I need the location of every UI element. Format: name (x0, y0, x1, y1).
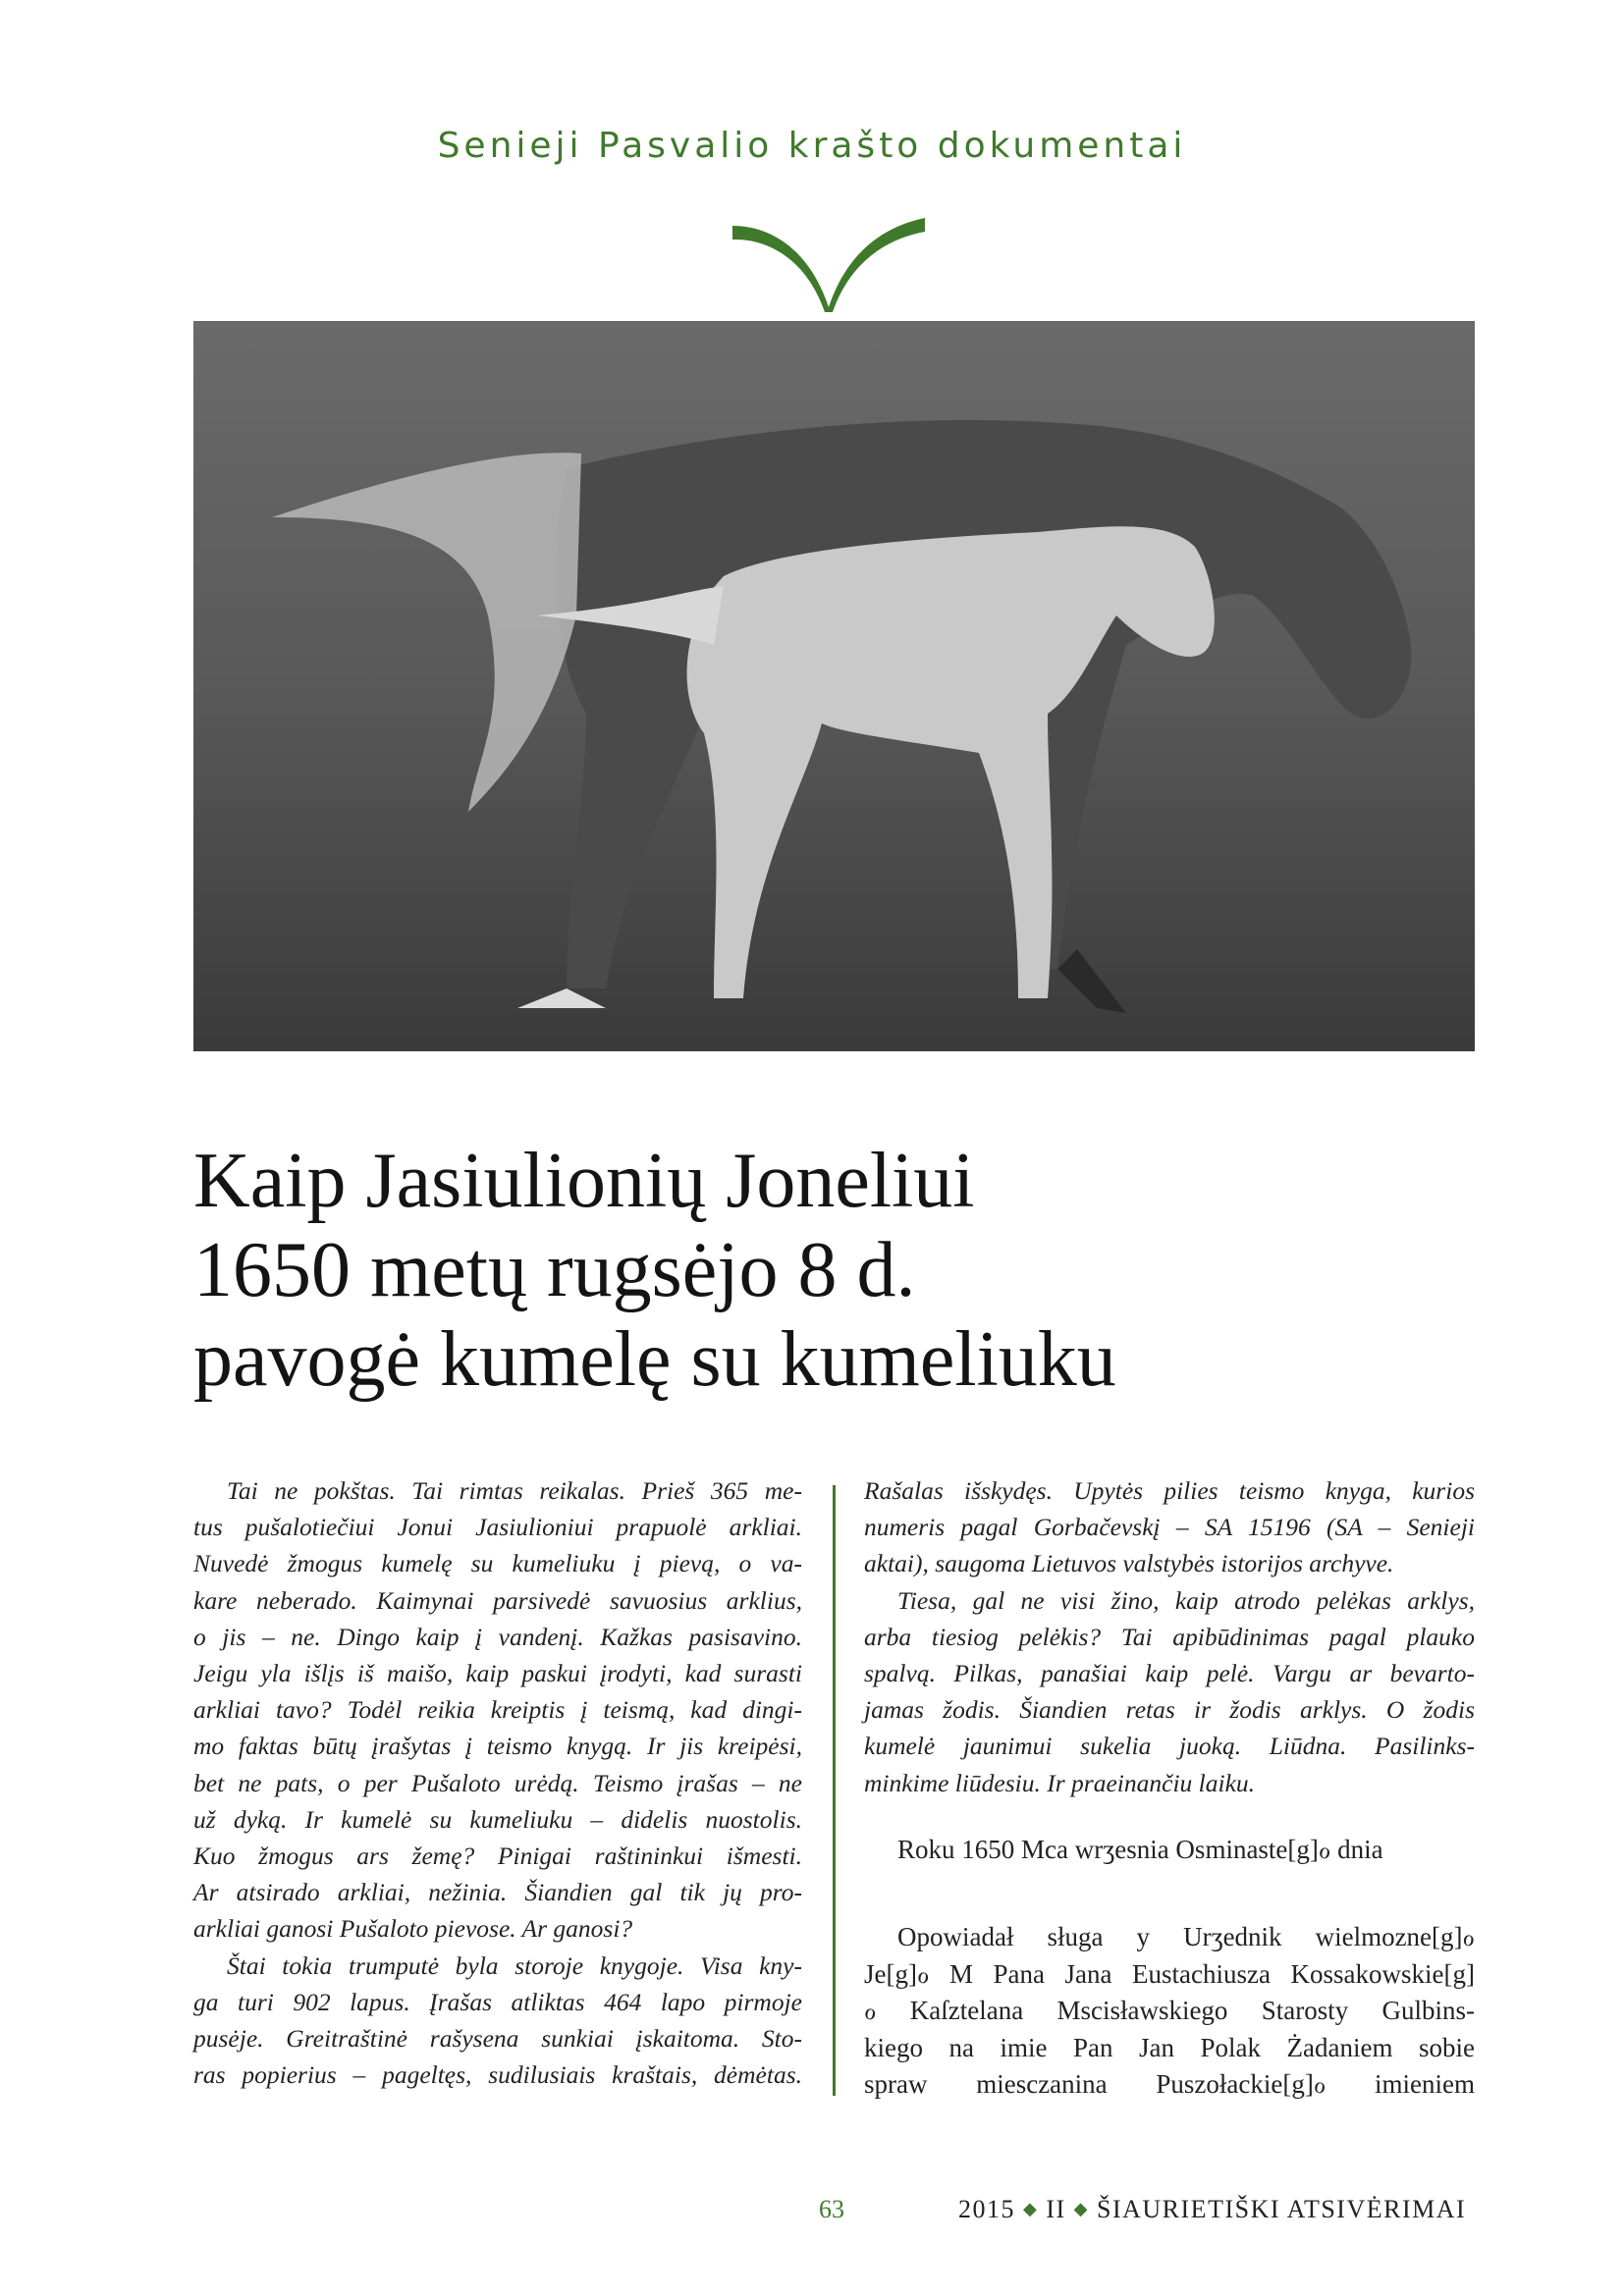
text-line: o jis – ne. Dingo kaip į vandenį. Kažkas pasisavino. (193, 1622, 802, 1651)
title-line: Kaip Jasiulionių Joneliui (193, 1138, 975, 1224)
title-line: pavogė kumelę su kumeliuku (193, 1316, 1116, 1403)
text-line: jamas žodis. Šiandien retas ir žodis arklys. O žodis (864, 1695, 1475, 1725)
text-line: Štai tokia trumputė byla storoje knygoje. Visa kny- (227, 1950, 802, 1980)
source-line: Je[g]ℴ M Pana Jana Eustachiusza Kossakowskie[g] (864, 1958, 1475, 1989)
text-line: Tiesa, gal ne visi žino, kaip atrodo pelėkas arklys, (897, 1585, 1475, 1615)
footer-issue: II (1046, 2195, 1066, 2223)
text-line: tus pušalotiečiui Jonui Jasiulioniui prapuolė arkliai. (193, 1513, 802, 1542)
text-line: arkliai tavo? Todėl reikia kreiptis į teismą, kad dingi- (193, 1695, 802, 1725)
journal-footer (958, 2195, 1466, 2224)
diamond-icon: ◆ (1073, 2199, 1090, 2218)
text-line: Kuo žmogus ars žemę? Pinigai raštininkui išmesti. (193, 1842, 802, 1871)
text-line: ga turi 902 lapus. Įrašas atliktas 464 lapo pirmoje (193, 1987, 802, 2016)
series-title: Senieji Pasvalio krašto dokumentai (437, 126, 1187, 166)
text-line: arkliai ganosi Pušaloto pievose. Ar ganosi? (193, 1914, 633, 1944)
text-line: pusėje. Greitraštinė rašysena sunkiai įskaitoma. Sto- (193, 2024, 802, 2054)
title-line: 1650 metų rugsėjo 8 d. (193, 1227, 916, 1313)
text-line: minkime liūdesiu. Ir praeinančiu laiku. (864, 1768, 1256, 1797)
text-line: kumelė jaunimui sukelia juoką. Liūdna. Pasilinks- (864, 1732, 1475, 1761)
right-column (864, 1472, 1475, 1801)
text-line: už dyką. Ir kumelė su kumeliuku – didelis nuostolis. (193, 1804, 802, 1834)
text-line: aktai), saugoma Lietuvos valstybės istorijos archyve. (864, 1549, 1394, 1578)
horse-photo (193, 321, 1475, 1051)
text-line: ras popierius – pageltęs, sudilusiais kraštais, dėmėtas. (193, 2060, 802, 2090)
column-divider (833, 1485, 836, 2096)
checkmark-logo-icon (731, 214, 927, 312)
text-line: numeris pagal Gorbačevskį – SA 15196 (SA – Senieji (864, 1513, 1475, 1542)
page-number: 63 (819, 2195, 844, 2223)
source-transcription (864, 1919, 1475, 2104)
article-title (193, 1137, 1470, 1405)
left-column (193, 1472, 802, 2093)
text-line: arba tiesiog pelėkis? Tai apibūdinimas pagal plauko (864, 1622, 1475, 1651)
text-line: Tai ne pokštas. Tai rimtas reikalas. Prieš 365 me- (227, 1476, 802, 1505)
source-line: kiego na imie Pan Jan Polak Żadaniem sobie (864, 2032, 1475, 2062)
text-line: spalvą. Pilkas, panašiai kaip pelė. Vargu ar bevarto- (864, 1659, 1475, 1688)
source-line: Opowiadał sługa y Urʒednik wielmozne[g]ℴ (897, 1922, 1475, 1951)
footer-year: 2015 (958, 2195, 1015, 2223)
text-line: bet ne pats, o per Pušaloto urėdą. Teismo įrašas – ne (193, 1768, 802, 1797)
footer-journal-name: ŠIAURIETIŠKI ATSIVĖRIMAI (1097, 2195, 1467, 2223)
source-line: spraw miesczanina Puszołackie[g]ℴ imieniem (864, 2069, 1475, 2099)
text-line: Rašalas išskydęs. Upytės pilies teismo knyga, kurios (864, 1476, 1475, 1505)
diamond-icon: ◆ (1023, 2199, 1039, 2218)
text-line: kare neberado. Kaimynai parsivedė savuosius arklius, (193, 1585, 802, 1615)
text-line: Jeigu yla išlįs iš maišo, kaip paskui įrodyti, kad surasti (193, 1659, 802, 1688)
source-heading (864, 1832, 1475, 1869)
text-line: Nuvedė žmogus kumelę su kumeliuku į pievą, o va- (193, 1549, 802, 1578)
source-heading-line: Roku 1650 Mca wrʒesnia Osminaste[g]ℴ dnia (897, 1835, 1383, 1864)
source-line: ℴ Kaſztelana Mscisławskiego Starosty Gulbins- (864, 1996, 1475, 2025)
text-line: Ar atsirado arkliai, nežinia. Šiandien gal tik jų pro- (193, 1878, 802, 1907)
text-line: mo faktas būtų įrašytas į teismo knygą. Ir jis kreipėsi, (193, 1732, 802, 1761)
